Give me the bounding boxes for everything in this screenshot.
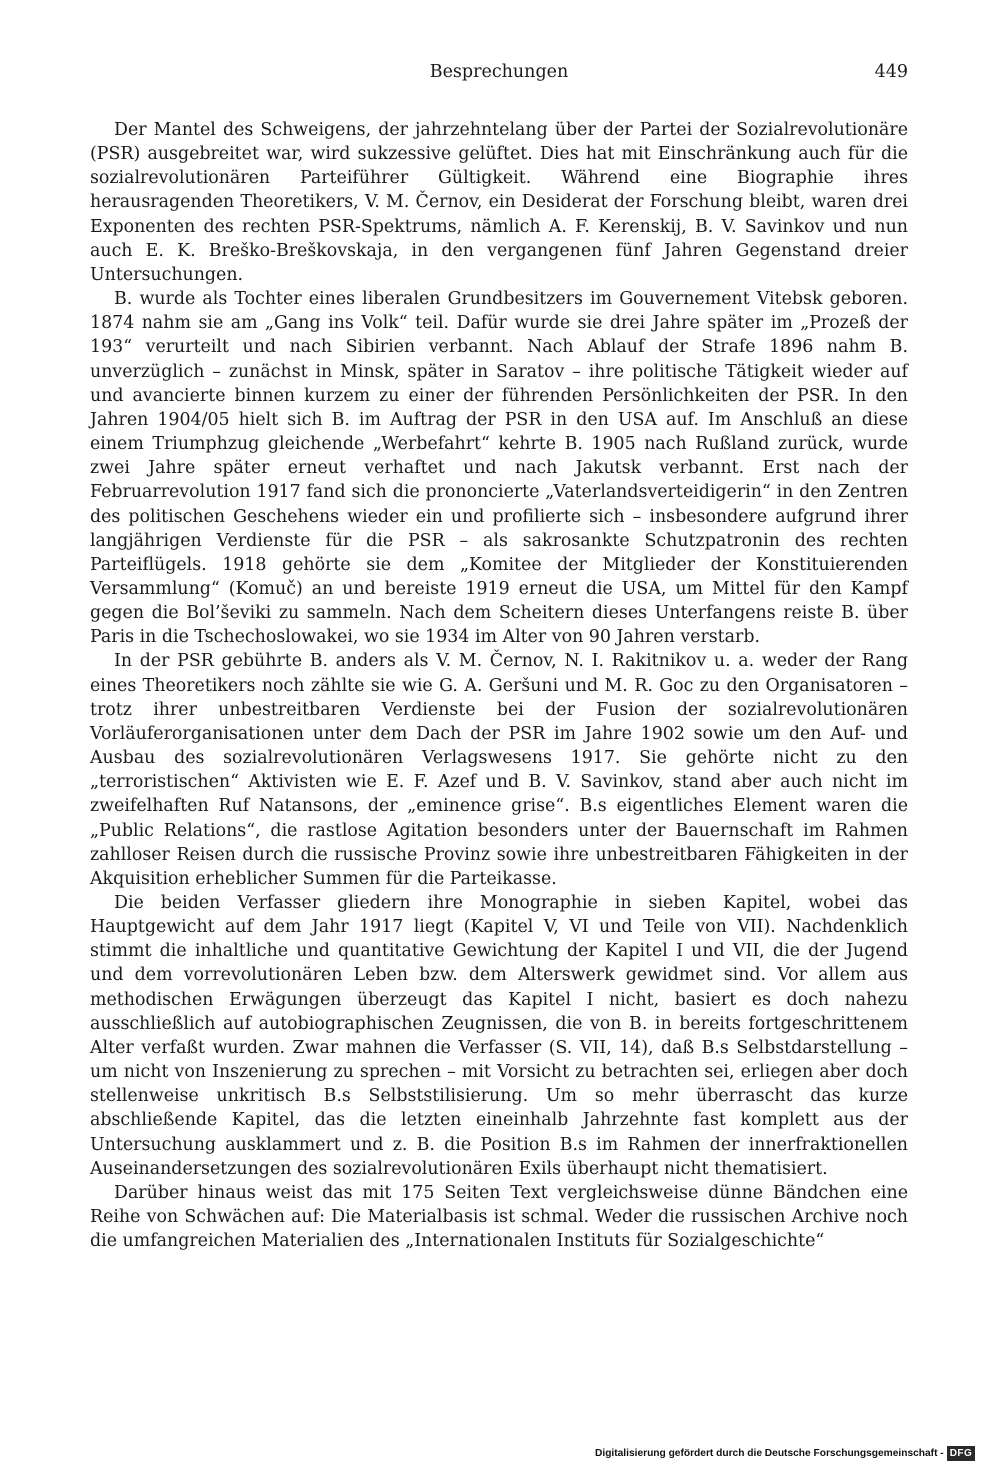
paragraph: In der PSR gebührte B. anders als V. M. Černov, N. I. Rakitnikov u. a. weder der Rang eines Theoretikers noch zählte sie wie G. A. Geršuni und M. R. Goc zu den Organisatoren – trotz ihrer unbestreitbaren Verdienste bei der Fusion der sozialrevolutionären Vorläuferorganisationen unter dem Dach der PSR im Jahre 1902 sowie um den Auf- und Ausbau des sozialrevolutionären Verlagswesens 1917. Sie gehörte nicht zu den „terroristischen“ Aktivisten wie E. F. Azef und B. V. Savinkov, stand aber auch nicht im zweifelhaften Ruf Natansons, der „eminence grise“. B.s eigentliches Element waren die „Public Relations“, die rastlose Agitation besonders unter der Bauernschaft im Rahmen zahlloser Reisen durch die russische Provinz sowie ihre unbestreitbaren Fähigkeiten in der Akquisition erheblicher Summen für die Parteikasse. [90,651,908,889]
running-title: Besprechungen [429,62,569,82]
digitization-footer [595,1443,975,1463]
digitization-note: Digitalisierung gefördert durch die Deutsche Forschungsgemeinschaft - [595,1447,944,1459]
paragraph: Der Mantel des Schweigens, der jahrzehntelang über der Partei der Sozialrevolutionäre (PSR) ausgebreitet war, wird sukzessive gelüftet. Dies hat mit Einschränkung auch für die sozialrevolutionären Parteiführer Gültigkeit. Während eine Biographie ihres herausragenden Theoretikers, V. M. Černov, ein Desiderat der Forschung bleibt, waren drei Exponenten des rechten PSR-Spektrums, nämlich A. F. Kerenskij, B. V. Savinkov und nun auch E. K. Breško-Breškovskaja, in den vergangenen fünf Jahren Gegenstand dreier Untersuchungen. [90,120,908,285]
page-number: 449 [874,62,908,82]
dfg-logo: DFG [947,1446,976,1461]
page-header [90,62,908,92]
paragraph: Darüber hinaus weist das mit 175 Seiten Text vergleichsweise dünne Bändchen eine Reihe von Schwächen auf: Die Materialbasis ist schmal. Weder die russischen Archive noch die umfangreichen Materialien des „Internationalen Instituts für Sozialgeschichte“ [90,1182,908,1252]
paragraph: B. wurde als Tochter eines liberalen Grundbesitzers im Gouvernement Vitebsk geboren. 1874 nahm sie am „Gang ins Volk“ teil. Dafür wurde sie drei Jahre später im „Prozeß der 193“ verurteilt und nach Sibirien verbannt. Nach Ablauf der Strafe 1896 nahm B. unverzüglich – zunächst in Minsk, später in Saratov – ihre politische Tätigkeit wieder auf und avancierte binnen kurzem zu einer der führenden Persönlichkeiten der PSR. In den Jahren 1904/05 hielt sich B. im Auftrag der PSR in den USA auf. Im Anschluß an diese einem Triumphzug gleichende „Werbefahrt“ kehrte B. 1905 nach Rußland zurück, wurde zwei Jahre später erneut verhaftet und nach Jakutsk verbannt. Erst nach der Februarrevolution 1917 fand sich die prononcierte „Vaterlandsverteidigerin“ in den Zentren des politischen Geschehens wieder ein und profilierte sich – insbesondere aufgrund ihrer langjährigen Verdienste für die PSR – als sakrosankte Schutzpatronin des rechten Parteiflügels. 1918 gehörte sie dem „Komitee der Mitglieder der Konstituierenden Versammlung“ (Komuč) an und bereiste 1919 erneut die USA, um Mittel für den Kampf gegen die Bol’ševiki zu sammeln. Nach dem Scheitern dieses Unterfangens reiste B. über Paris in die Tschechoslowakei, wo sie 1934 im Alter von 90 Jahren verstarb. [90,289,908,648]
paragraph: Die beiden Verfasser gliedern ihre Monographie in sieben Kapitel, wobei das Hauptgewicht auf dem Jahr 1917 liegt (Kapitel V, VI und Teile von VII). Nachdenklich stimmt die inhaltliche und quantitative Gewichtung der Kapitel I und VII, die der Jugend und dem vorrevolutionären Leben bzw. dem Alterswerk gewidmet sind. Vor allem aus methodischen Erwägungen überzeugt das Kapitel I nicht, basiert es doch nahezu ausschließlich auf autobiographischen Zeugnissen, die von B. in bereits fortgeschrittenem Alter verfaßt wurden. Zwar mahnen die Verfasser (S. VII, 14), daß B.s Selbstdarstellung – um nicht von Inszenierung zu sprechen – mit Vorsicht zu betrachten sei, erliegen aber doch stellenweise unkritisch B.s Selbststilisierung. Um so mehr überrascht das kurze abschließende Kapitel, das die letzten eineinhalb Jahrzehnte fast komplett aus der Untersuchung ausklammert und z. B. die Position B.s im Rahmen der innerfraktionellen Auseinandersetzungen des sozialrevolutionären Exils überhaupt nicht thematisiert. [90,893,908,1179]
article-body [90,118,908,1253]
